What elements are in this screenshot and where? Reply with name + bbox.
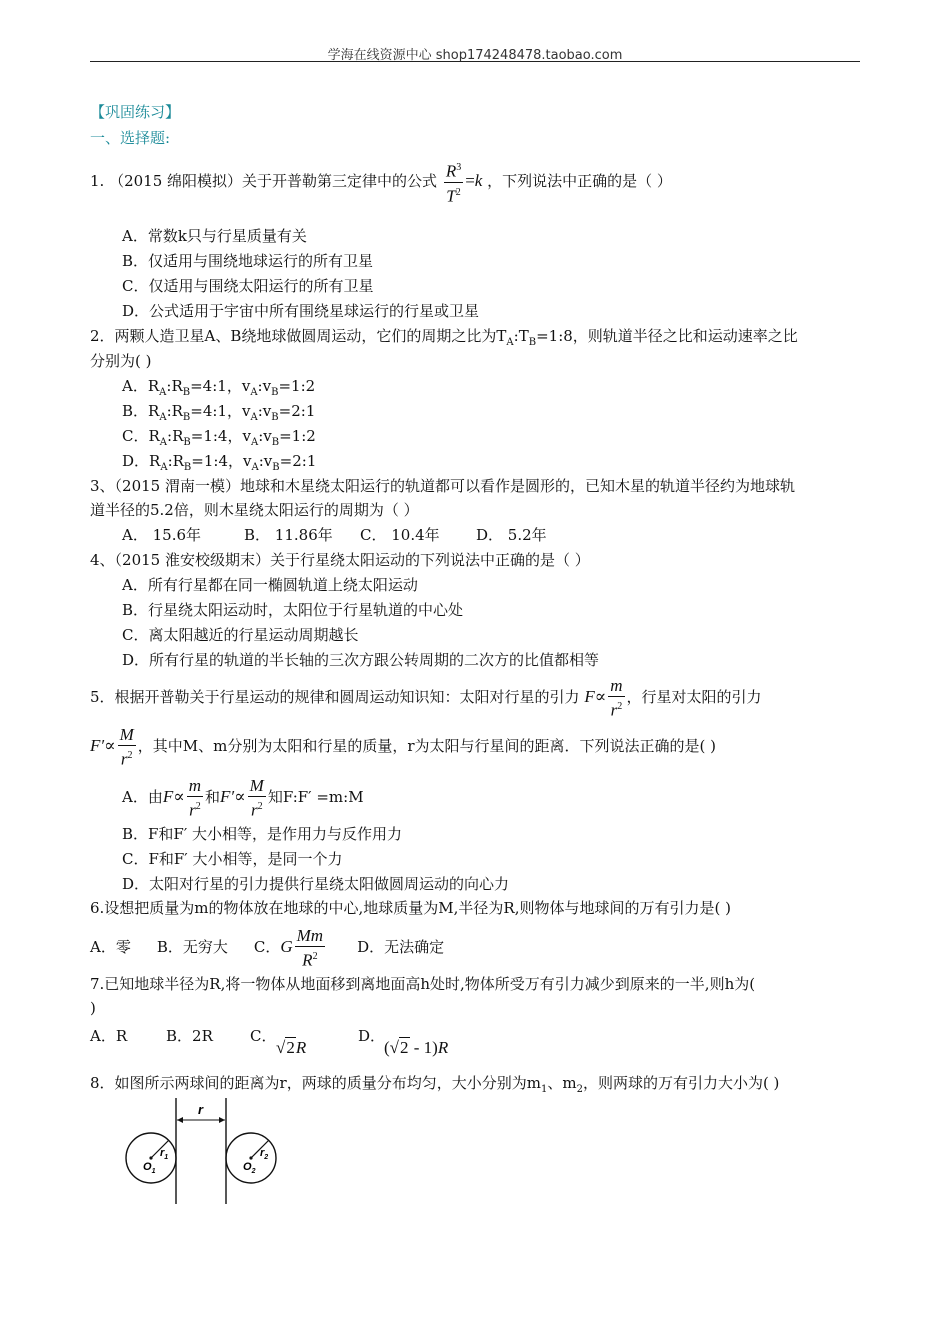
q6-stem: 6.设想把质量为m的物体放在地球的中心,地球质量为M,半径为R,则物体与地球间的万有引力是( ) [90, 899, 731, 917]
q4-option-a: A．所有行星都在同一椭圆轨道上绕太阳运动 [122, 576, 418, 594]
q7-option-b: B．2R [166, 1027, 213, 1045]
right-radius-label: $r_2$ [260, 1147, 269, 1161]
q4-stem: 4、（2015 淮安校级期末）关于行星绕太阳运动的下列说法中正确的是（ ） [90, 551, 590, 569]
q6-option-c: C．G $\frac{Mm}{R^2}$ [253, 925, 324, 970]
q7-option-c-label: C． [250, 1027, 277, 1045]
q5-option-d: D．太阳对行星的引力提供行星绕太阳做圆周运动的向心力 [122, 875, 510, 893]
q1-option-a: A．常数k只与行星质量有关 [122, 227, 307, 245]
distance-label: r [198, 1102, 204, 1117]
left-center-label: $O_1$ [143, 1161, 156, 1175]
two-spheres-figure [118, 1094, 288, 1206]
q7-stem-line2: ) [90, 999, 96, 1017]
q7-stem-line1: 7.已知地球半径为R,将一物体从地面移到离地面高h处时,物体所受万有引力减少到原来的一半,则h为( [90, 975, 756, 993]
q2-stem-line2: 分别为( ) [90, 352, 152, 370]
q2-option-b: B．$R_A:R_B=4:1$，$v_A:v_B=2:1$ [122, 402, 316, 423]
left-radius-label: $r_1$ [160, 1147, 169, 1161]
q5-formula-f: $\frac{m}{r^2}$ [610, 675, 623, 720]
q1-option-d: D．公式适用于宇宙中所有围绕星球运行的行星或卫星 [122, 302, 480, 320]
header-divider [90, 61, 860, 62]
q3-option-a: A． 15.6年 [122, 526, 201, 544]
q2-option-c: C．$R_A:R_B=1:4$，$v_A:v_B=1:2$ [122, 427, 316, 448]
section-title: 【巩固练习】 [90, 103, 181, 121]
q4-option-d: D．所有行星的轨道的半长轴的三次方跟公转周期的二次方的比值都相等 [122, 651, 600, 669]
q7-option-d-value: (√2 - 1)R [384, 1038, 449, 1057]
q2-option-a: A．$R_A:R_B=4:1$，$v_A:v_B=1:2$ [122, 377, 316, 398]
q5-option-a: A．由F∝ $\frac{m}{r^2}$ 和F′∝ $\frac{M}{r^2}$ 知F:F′ =m:M [122, 775, 364, 820]
q6-option-b: B．无穷大 [156, 938, 228, 956]
q6-option-a: A．零 [90, 938, 131, 956]
q4-option-b: B．行星绕太阳运动时，太阳位于行星轨道的中心处 [122, 601, 464, 619]
q5-stem-line1: 5．根据开普勒关于行星运动的规律和圆周运动知识知：太阳对行星的引力 F∝ $\frac{m}{r^2}$ ，行星对太阳的引力 [90, 675, 762, 720]
q3-option-d: D． 5.2年 [476, 526, 547, 544]
q1-stem: 1. （2015 绵阳模拟）关于开普勒第三定律中的公式 $\frac{R^3}{T^2}$ =k ，下列说法中正确的是（ ） [90, 156, 672, 206]
q3-option-b: B． 11.86年 [244, 526, 333, 544]
q1-formula: $\frac{R^3}{T^2}$ [444, 158, 463, 206]
q3-option-c: C． 10.4年 [360, 526, 440, 544]
q2-stem-line1: 2．两颗人造卫星A、B绕地球做圆周运动，它们的周期之比为$T_A:T_B=1:8$，则轨道半径之比和运动速率之比 [90, 327, 798, 348]
q1-option-c: C．仅适用与围绕太阳运行的所有卫星 [122, 277, 374, 295]
q3-stem-line2: 道半径的5.2倍，则木星绕太阳运行的周期为（ ） [90, 501, 419, 519]
q5-option-c: C．F和F′ 大小相等，是同一个力 [122, 850, 343, 868]
page-header: 学海在线资源中心 shop174248478.taobao.com [327, 48, 623, 63]
subsection-title: 一、选择题: [90, 129, 171, 147]
q7-option-c-value: √2R [276, 1038, 307, 1057]
q5-option-b: B．F和F′ 大小相等，是作用力与反作用力 [122, 825, 403, 843]
q7-option-a: A．R [90, 1027, 128, 1045]
q6-option-d: D．无法确定 [357, 938, 445, 956]
q6-options [90, 922, 444, 972]
q3-stem-line1: 3、（2015 渭南一模）地球和木星绕太阳运行的轨道都可以看作是圆形的，已知木星的轨道半径约为地球轨 [90, 477, 795, 495]
right-center-label: $O_2$ [243, 1161, 256, 1175]
q5-formula-fprime: $\frac{M}{r^2}$ [119, 724, 134, 769]
q8-stem: 8．如图所示两球间的距离为r，两球的质量分布均匀，大小分别为$m_1$、$m_2$，则两球的万有引力大小为( ) [90, 1074, 780, 1095]
q2-option-d: D．$R_A:R_B=1:4$，$v_A:v_B=2:1$ [122, 452, 317, 473]
q5-stem-line2: F′∝ $\frac{M}{r^2}$ ，其中M、m分别为太阳和行星的质量，r为太阳与行星间的距离．下列说法正确的是( ) [90, 724, 717, 769]
q1-option-b: B．仅适用与围绕地球运行的所有卫星 [122, 252, 374, 270]
q7-option-d-label: D． [358, 1027, 386, 1045]
q4-option-c: C．离太阳越近的行星运动周期越长 [122, 626, 359, 644]
